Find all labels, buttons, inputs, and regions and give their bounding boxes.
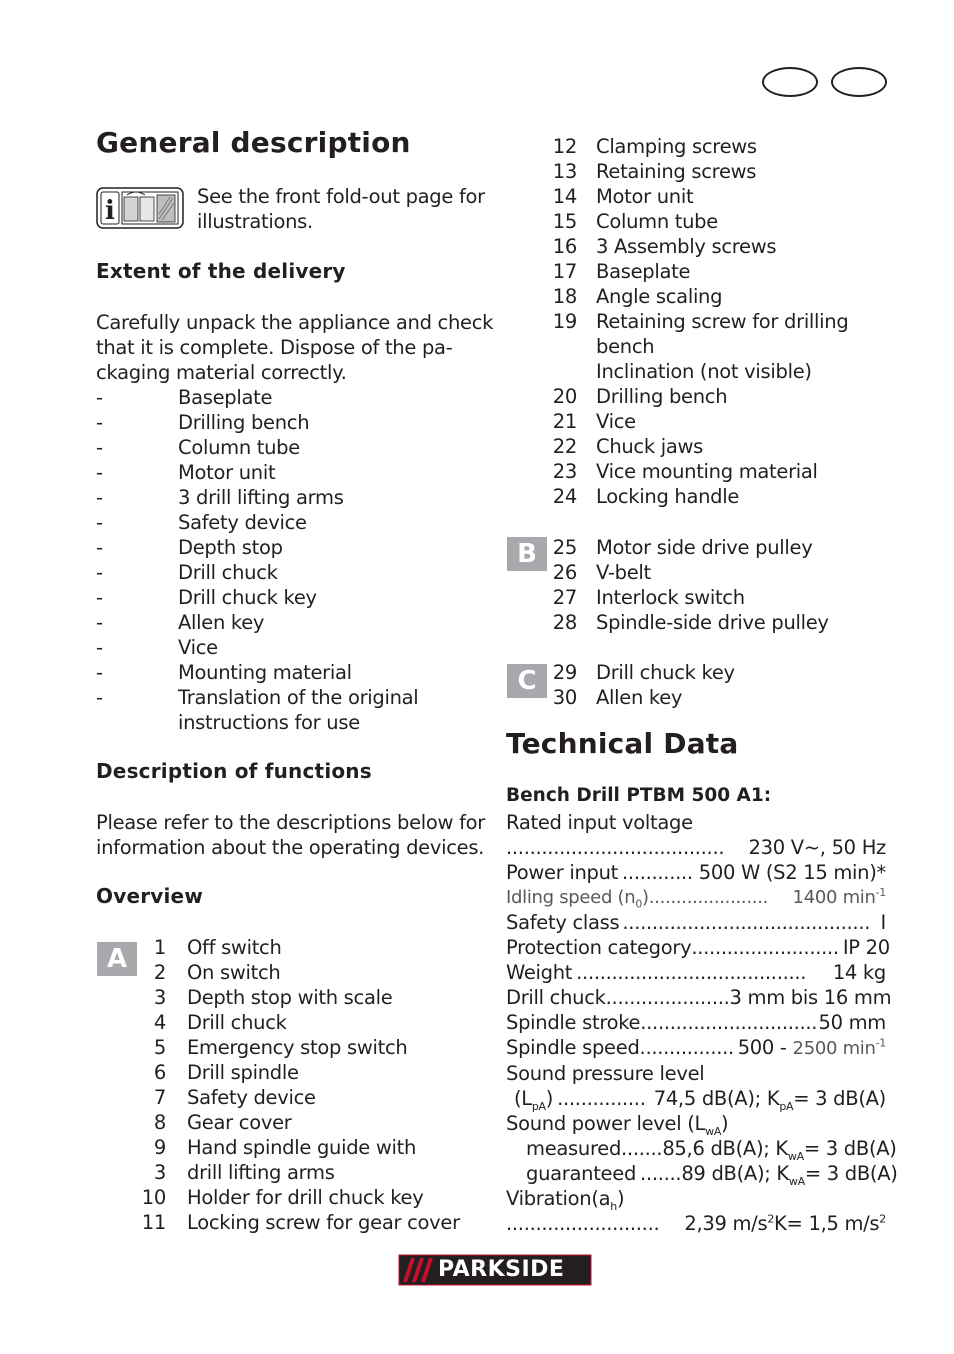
- list-item: [130, 1135, 470, 1160]
- delivery-item: [96, 610, 496, 635]
- list-item: [130, 1060, 470, 1085]
- item-number: 16: [552, 235, 577, 258]
- item-number: 24: [552, 485, 577, 508]
- item-label: Drill chuck key: [596, 661, 735, 684]
- functions-text: Please refer to the descriptions below for information about the operating devices.: [96, 811, 485, 859]
- item-number: 28: [552, 611, 577, 634]
- info-note: See the front fold-out page for illustrations.: [197, 185, 485, 233]
- delivery-item-label: Column tube: [178, 436, 300, 459]
- item-label: On switch: [187, 961, 281, 984]
- overview-list: [130, 935, 470, 1235]
- bullet: -: [96, 586, 103, 609]
- spec-spindle-stroke: Spindle stroke .............................. 50 mm: [506, 1011, 886, 1034]
- delivery-item-label: Allen key: [178, 611, 265, 634]
- item-label: Locking screw for gear cover: [187, 1211, 460, 1234]
- bullet: -: [96, 561, 103, 584]
- bullet: -: [96, 461, 103, 484]
- item-label: Safety device: [187, 1086, 316, 1109]
- spec-sound-pressure-label: Sound pressure level: [506, 1062, 705, 1085]
- delivery-item-label: Mounting material: [178, 661, 352, 684]
- delivery-item: [96, 410, 496, 435]
- list-item: [540, 434, 880, 459]
- item-label: drill lifting arms: [187, 1161, 335, 1184]
- item-number: 1: [153, 936, 166, 959]
- item-label: Column tube: [596, 210, 718, 233]
- delivery-list: [96, 385, 496, 735]
- overview-heading: Overview: [96, 884, 204, 908]
- item-number: 9: [153, 1136, 166, 1159]
- language-oval-left: [762, 67, 818, 97]
- item-number: 13: [552, 160, 577, 183]
- list-item: [130, 935, 470, 960]
- delivery-item: [96, 660, 496, 685]
- spec-power-input: Power input ............ 500 W (S2 15 min)*: [506, 861, 886, 884]
- delivery-item: [96, 560, 496, 585]
- item-label: Spindle-side drive pulley: [596, 611, 829, 634]
- list-item: [540, 535, 880, 560]
- item-number: 8: [153, 1111, 166, 1134]
- delivery-item: [96, 535, 496, 560]
- list-item: [540, 459, 880, 484]
- item-label: Locking handle: [596, 485, 740, 508]
- parkside-logo: [398, 1254, 592, 1286]
- item-number: 11: [141, 1211, 166, 1234]
- bullet: [96, 710, 178, 735]
- list-item: [130, 1110, 470, 1135]
- item-number: 14: [552, 185, 577, 208]
- list-item: [540, 610, 880, 635]
- spec-sound-power-label: Sound power level $(L_{wA})$: [506, 1112, 729, 1138]
- item-label: Clamping screws: [596, 135, 757, 158]
- bullet: -: [96, 436, 103, 459]
- list-item: [540, 284, 880, 309]
- delivery-item: [96, 510, 496, 535]
- item-number: 5: [153, 1036, 166, 1059]
- figure-c-label: C: [507, 664, 547, 698]
- bullet: -: [96, 486, 103, 509]
- list-item: [540, 234, 880, 259]
- bullet: -: [96, 611, 103, 634]
- item-number: 26: [552, 561, 577, 584]
- model-name: Bench Drill PTBM 500 A1:: [506, 785, 772, 806]
- item-label: Allen key: [596, 686, 683, 709]
- delivery-item: [96, 685, 496, 710]
- item-number: [540, 334, 596, 359]
- svg-text:i: i: [105, 196, 115, 226]
- spec-weight: Weight ....................................... 14 kg: [506, 961, 886, 984]
- list-item: [130, 1035, 470, 1060]
- item-label: Off switch: [187, 936, 282, 959]
- item-label: Drilling bench: [596, 385, 728, 408]
- delivery-item: [96, 710, 496, 735]
- delivery-item-label: Baseplate: [178, 386, 273, 409]
- delivery-item: [96, 435, 496, 460]
- list-item: [540, 259, 880, 284]
- list-item: [540, 334, 880, 359]
- item-label: Chuck jaws: [596, 435, 704, 458]
- bullet: -: [96, 411, 103, 434]
- list-item: [540, 159, 880, 184]
- delivery-item-label: Drill chuck key: [178, 586, 317, 609]
- delivery-item-label: Depth stop: [178, 536, 283, 559]
- item-label: Vice mounting material: [596, 460, 818, 483]
- bullet: -: [96, 661, 103, 684]
- item-number: 22: [552, 435, 577, 458]
- delivery-item-label: Motor unit: [178, 461, 276, 484]
- figure-a-label: A: [97, 942, 137, 976]
- item-label: bench: [596, 335, 655, 358]
- item-label: Retaining screws: [596, 160, 757, 183]
- item-number: 20: [552, 385, 577, 408]
- delivery-intro: Carefully unpack the appliance and check that it is complete. Dispose of the pa- ckaging material correctly.: [96, 311, 494, 384]
- delivery-item-label: 3 drill lifting arms: [178, 486, 344, 509]
- functions-heading: Description of functions: [96, 759, 372, 783]
- list-item: [540, 685, 880, 710]
- technical-data-title: Technical Data: [506, 727, 739, 760]
- item-label: Vice: [596, 410, 636, 433]
- list-item: [130, 985, 470, 1010]
- delivery-heading: Extent of the delivery: [96, 259, 346, 283]
- delivery-item-label: Translation of the original: [178, 686, 419, 709]
- list-item: [540, 209, 880, 234]
- spec-protection: Protection category ......................... IP 20: [506, 936, 890, 959]
- item-number: 23: [552, 460, 577, 483]
- spec-spindle-speed: Spindle speed ................ 500 - 2500 $\min^{-1}$: [506, 1036, 886, 1059]
- list-item: [130, 1160, 470, 1185]
- item-number: 4: [153, 1011, 166, 1034]
- list-item: [540, 309, 880, 334]
- item-label: Angle scaling: [596, 285, 723, 308]
- item-label: Inclination (not visible): [596, 360, 812, 383]
- spec-idling-speed: Idling speed $(n_0)$ ...................... 1400 $\min^{-1}$: [506, 886, 886, 911]
- spec-rated-voltage: ..................................... 230 V~, 50 Hz: [506, 836, 886, 859]
- item-label: Hand spindle guide with: [187, 1136, 417, 1159]
- figure-b-label: B: [507, 537, 547, 571]
- parts-list-a: [540, 134, 880, 509]
- list-item: [540, 484, 880, 509]
- item-number: 19: [552, 310, 577, 333]
- item-label: Emergency stop switch: [187, 1036, 408, 1059]
- spec-rated-voltage-label: Rated input voltage: [506, 811, 693, 834]
- spec-vibration: .......................... 2,39 $m/s^2K= 1,5$ $m/s^2$: [506, 1212, 886, 1235]
- delivery-item-label: Safety device: [178, 511, 307, 534]
- bullet: -: [96, 536, 103, 559]
- spec-vibration-label: $Vibration(a_h)$: [506, 1187, 625, 1213]
- item-number: 18: [552, 285, 577, 308]
- bullet: -: [96, 511, 103, 534]
- list-item: [540, 660, 880, 685]
- list-item: [130, 1085, 470, 1110]
- list-item: [130, 1210, 470, 1235]
- item-label: Depth stop with scale: [187, 986, 393, 1009]
- list-item: [540, 384, 880, 409]
- item-number: 10: [141, 1186, 166, 1209]
- spec-sound-pressure: $(L_{pA})$ ............... 74,5 dB(A); $K_{pA}= 3$ dB(A): [514, 1087, 886, 1113]
- delivery-item: [96, 460, 496, 485]
- bullet: -: [96, 386, 103, 409]
- item-label: Baseplate: [596, 260, 691, 283]
- item-label: Motor unit: [596, 185, 694, 208]
- item-number: 17: [552, 260, 577, 283]
- list-item: [540, 560, 880, 585]
- item-number: 30: [552, 686, 577, 709]
- page-title: General description: [96, 126, 411, 159]
- item-label: Drill spindle: [187, 1061, 299, 1084]
- spec-sound-power-measured: measured ....... 85,6 dB(A); $K_{wA}= 3$ dB(A): [526, 1137, 897, 1163]
- list-item: [540, 184, 880, 209]
- delivery-item: [96, 635, 496, 660]
- item-number: 6: [153, 1061, 166, 1084]
- item-number: 29: [552, 661, 577, 684]
- item-number: 21: [552, 410, 577, 433]
- item-label: 3 Assembly screws: [596, 235, 777, 258]
- item-number: 3: [153, 986, 166, 1009]
- item-number: 27: [552, 586, 577, 609]
- list-item: [130, 960, 470, 985]
- delivery-item: [96, 385, 496, 410]
- item-label: Gear cover: [187, 1111, 292, 1134]
- list-item: [540, 134, 880, 159]
- tech-specs: [506, 810, 898, 1236]
- list-item: [540, 585, 880, 610]
- list-item: [540, 409, 880, 434]
- item-number: 12: [552, 135, 577, 158]
- item-label: Drill chuck: [187, 1011, 287, 1034]
- info-book-icon: [96, 187, 184, 229]
- delivery-item: [96, 485, 496, 510]
- list-item: [540, 359, 880, 384]
- item-number: 3: [153, 1161, 166, 1184]
- item-number: 7: [153, 1086, 166, 1109]
- delivery-item-label: Drill chuck: [178, 561, 278, 584]
- item-label: Interlock switch: [596, 586, 745, 609]
- item-label: Retaining screw for drilling: [596, 310, 849, 333]
- delivery-item: [96, 585, 496, 610]
- bullet: -: [96, 686, 103, 709]
- bullet: -: [96, 636, 103, 659]
- item-label: Holder for drill chuck key: [187, 1186, 424, 1209]
- logo-text: PARKSIDE: [438, 1257, 565, 1282]
- list-item: [130, 1010, 470, 1035]
- delivery-item-label: Vice: [178, 636, 218, 659]
- list-item: [130, 1185, 470, 1210]
- spec-drill-chuck: Drill chuck ..................... 3 mm bis 16 mm: [506, 986, 892, 1009]
- item-label: V-belt: [596, 561, 651, 584]
- parts-list-c: [540, 660, 880, 710]
- parts-list-b: [540, 535, 880, 635]
- language-oval-right: [831, 67, 887, 97]
- item-number: 15: [552, 210, 577, 233]
- item-number: 25: [552, 536, 577, 559]
- item-number: [540, 359, 596, 384]
- item-number: 2: [153, 961, 166, 984]
- spec-sound-power-guaranteed: guaranteed ....... 89 dB(A); $K_{wA}= 3$ dB(A): [526, 1162, 898, 1188]
- delivery-item-label: Drilling bench: [178, 411, 310, 434]
- spec-safety-class: Safety class .......................................... I: [506, 911, 886, 934]
- delivery-item-label: instructions for use: [178, 711, 360, 734]
- item-label: Motor side drive pulley: [596, 536, 813, 559]
